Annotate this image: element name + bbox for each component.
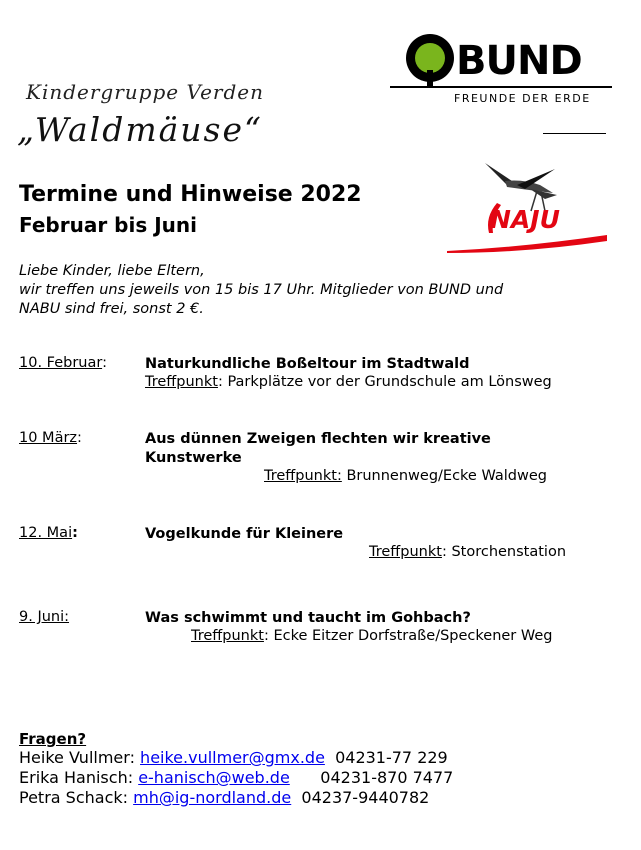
- bund-divider: [390, 86, 612, 88]
- contact-row: [19, 748, 448, 767]
- page-title: Termine und Hinweise 2022: [19, 182, 362, 207]
- event-date: 10. Februar:: [19, 355, 107, 371]
- contact-row: [19, 768, 453, 787]
- contact-email-link[interactable]: heike.vullmer@gmx.de: [140, 748, 325, 767]
- intro-text: [19, 262, 579, 319]
- contact-phone: 04231-77 229: [335, 748, 448, 767]
- event-meeting-point: Treffpunkt: Storchenstation: [369, 544, 567, 560]
- intro-line: wir treffen uns jeweils von 15 bis 17 Uhr. Mitglieder von BUND und: [19, 282, 504, 298]
- contact-email-link[interactable]: mh@ig-nordland.de: [133, 788, 292, 807]
- event-date: 9. Juni:: [19, 609, 70, 625]
- event-meeting-point: Treffpunkt: Brunnenweg/Ecke Waldweg: [264, 468, 547, 484]
- questions-heading: Fragen?: [19, 730, 87, 748]
- event-title: Was schwimmt und taucht im Gohbach?: [145, 610, 471, 626]
- contact-name: Petra Schack:: [19, 788, 129, 807]
- group-name: Kindergruppe Verden: [26, 80, 264, 104]
- event-date: 10 März:: [19, 430, 82, 446]
- intro-line: Liebe Kinder, liebe Eltern,: [19, 263, 205, 279]
- group-nickname: „Waldmäuse“: [17, 110, 263, 149]
- event-meeting-point: Treffpunkt: Ecke Eitzer Dorfstraße/Speckener Weg: [191, 628, 553, 644]
- intro-line: NABU sind frei, sonst 2 €.: [19, 301, 204, 317]
- event-title: Naturkundliche Boßeltour im Stadtwald: [145, 356, 470, 372]
- bund-wordmark: BUND: [456, 38, 582, 84]
- page-subtitle: Februar bis Juni: [19, 213, 197, 237]
- event-title: Vogelkunde für Kleinere: [145, 526, 344, 542]
- event-title: Aus dünnen Zweigen flechten wir kreative Kunstwerke: [145, 431, 491, 466]
- contact-name: Heike Vullmer:: [19, 748, 135, 767]
- naju-wordmark: NAJU: [490, 205, 560, 234]
- contact-phone: 04231-870 7477: [320, 768, 454, 787]
- event-meeting-point: Treffpunkt: Parkplätze vor der Grundschule am Lönsweg: [145, 374, 552, 390]
- contact-email-link[interactable]: e-hanisch@web.de: [138, 768, 290, 787]
- event-date: 12. Mai:: [19, 525, 78, 541]
- contact-phone: 04237-9440782: [301, 788, 430, 807]
- short-divider: [543, 133, 606, 134]
- contact-name: Erika Hanisch:: [19, 768, 134, 787]
- contact-row: [19, 788, 429, 807]
- bund-tagline: FREUNDE DER ERDE: [454, 92, 591, 105]
